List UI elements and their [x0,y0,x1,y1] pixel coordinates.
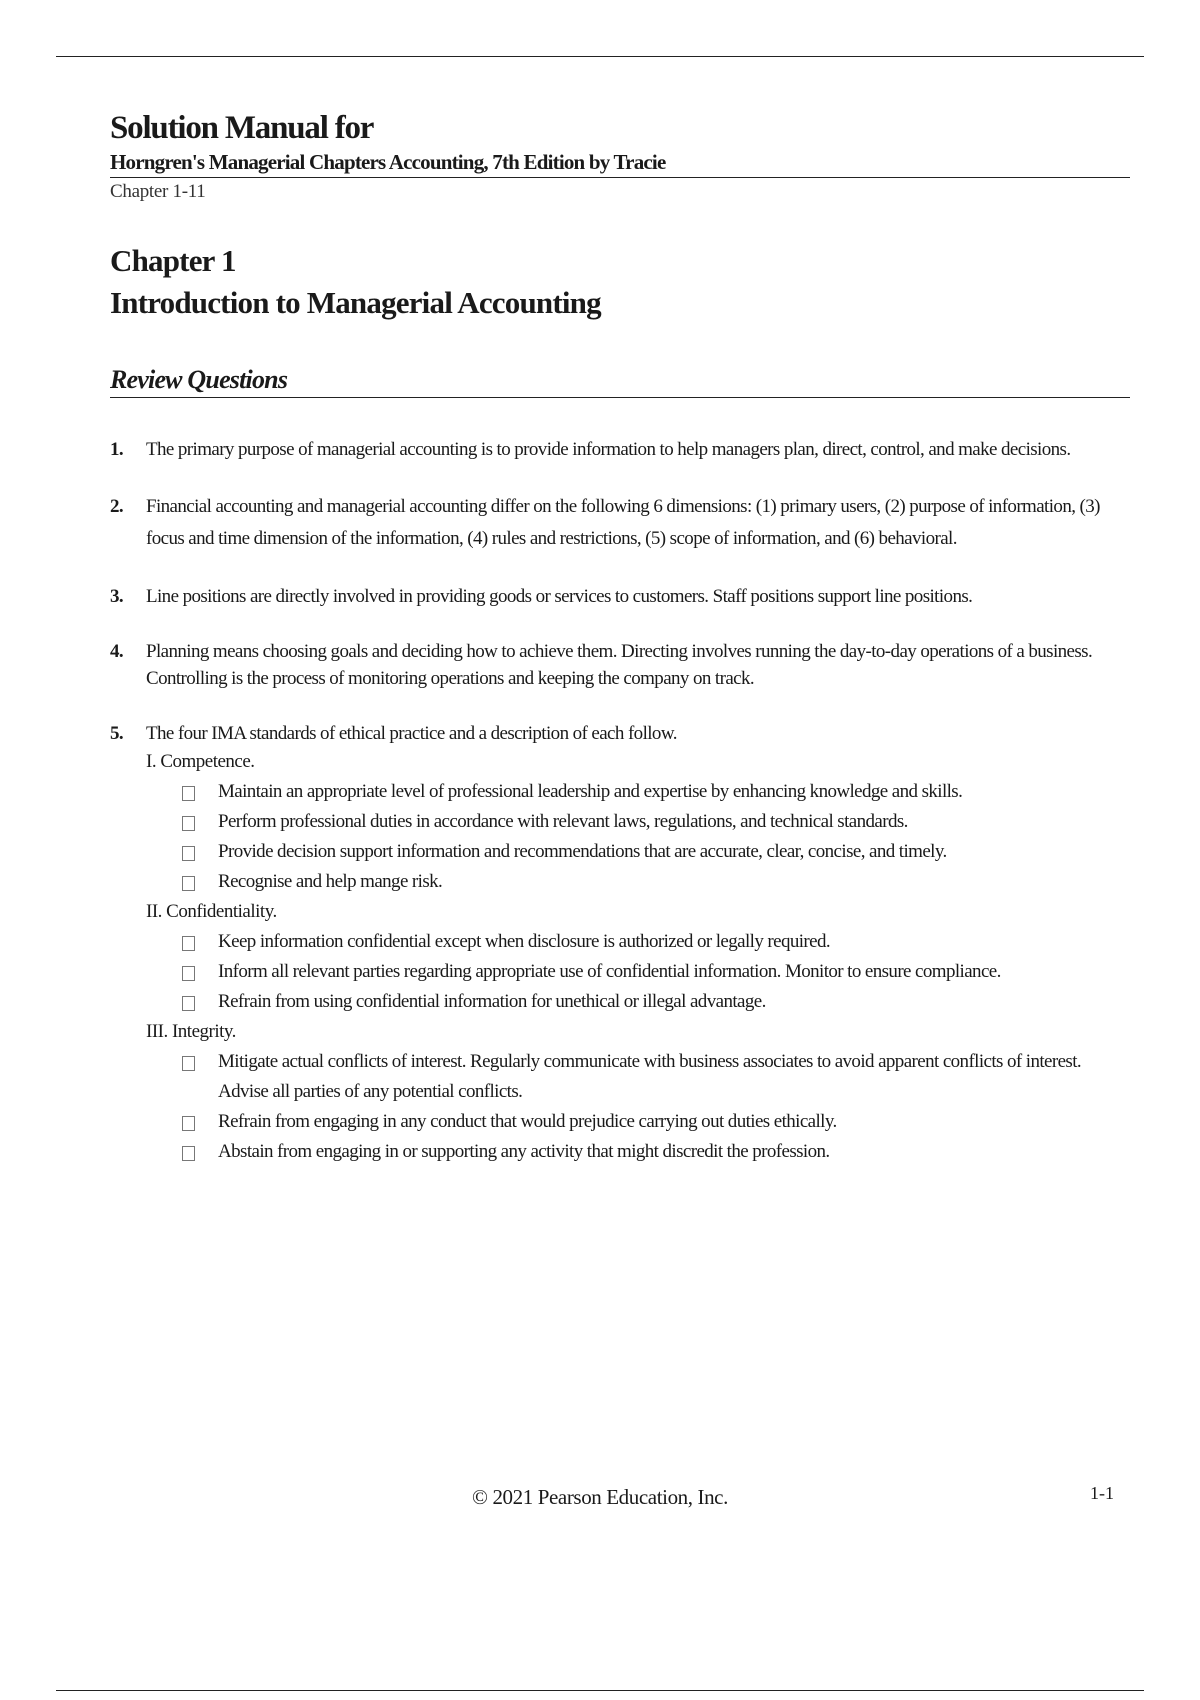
standard-item [182,837,1130,867]
standard-item-text: Recognise and help mange risk. [218,871,443,892]
checkbox-glyph-icon [182,1116,195,1131]
standard-item [182,807,1130,837]
top-rule [56,56,1144,57]
standard-item-text: Inform all relevant parties regarding appropriate use of confidential information. Monitor to ensure compliance. [218,961,1001,982]
standard-item-text: Abstain from engaging in or supporting any activity that might discredit the profession. [218,1141,830,1162]
standard-item-text: Maintain an appropriate level of professional leadership and expertise by enhancing knowledge and skills. [218,781,963,802]
standard-item-text: Keep information confidential except when disclosure is authorized or legally required. [218,931,831,952]
chapter-range: Chapter 1-11 [110,181,206,202]
manual-title: Solution Manual for [110,110,374,146]
chapter-number: Chapter 1 [110,243,236,278]
question-text: The four IMA standards of ethical practice and a description of each follow. [146,723,677,744]
standard-item-text: Refrain from using confidential information for unethical or illegal advantage. [218,991,766,1012]
standard-item-text: Mitigate actual conflicts of interest. Regularly communicate with business associates to avoid apparent conflicts of interest. Advise all parties of any potential conflicts. [218,1051,1082,1102]
checkbox-glyph-icon [182,1146,195,1161]
standard-items [110,1047,1130,1167]
checkbox-glyph-icon [182,816,195,831]
question-number: 5. [110,723,124,744]
checkbox-glyph-icon [182,786,195,801]
standard-item [182,957,1130,987]
review-questions [110,436,1130,1167]
question-text: Line positions are directly involved in providing goods or services to customers. Staff positions support line positions. [146,586,973,607]
question-item [110,720,1130,747]
question-text: The primary purpose of managerial accounting is to provide information to help managers plan, direct, control, and make decisions. [146,439,1071,460]
checkbox-glyph-icon [182,1056,195,1071]
question-item [110,491,1130,555]
question-item [110,436,1130,463]
standard-item-text: Refrain from engaging in any conduct that would prejudice carrying out duties ethically. [218,1111,837,1132]
ima-standards [110,747,1130,1167]
question-item [110,638,1130,692]
checkbox-glyph-icon [182,996,195,1011]
standard-item [182,777,1130,807]
standard-item [182,867,1130,897]
chapter-heading [110,240,1130,324]
bottom-rule [56,1690,1144,1691]
document-page [110,108,1130,1167]
standard-item [182,1137,1130,1167]
standard-item [182,1107,1130,1137]
standard-item [182,987,1130,1017]
checkbox-glyph-icon [182,846,195,861]
chapter-name: Introduction to Managerial Accounting [110,285,601,320]
standard-items [110,777,1130,897]
question-number: 3. [110,586,124,607]
standard-items [110,927,1130,1017]
copyright-footer: © 2021 Pearson Education, Inc. [472,1485,728,1509]
question-number: 4. [110,641,124,662]
page-number: 1-1 [1090,1483,1114,1503]
question-number: 1. [110,439,124,460]
standard-heading: III. Integrity. [146,1021,236,1042]
checkbox-glyph-icon [182,936,195,951]
standard-item-text: Provide decision support information and recommendations that are accurate, clear, concise, and timely. [218,841,947,862]
checkbox-glyph-icon [182,876,195,891]
standard-heading: I. Competence. [146,751,255,772]
standard-heading: II. Confidentiality. [146,901,277,922]
standard-item [182,927,1130,957]
book-subtitle: Horngren's Managerial Chapters Accounting, 7th Edition by Tracie [110,148,1130,178]
section-title: Review Questions [110,363,1130,398]
question-item [110,583,1130,610]
checkbox-glyph-icon [182,966,195,981]
question-number: 2. [110,496,124,517]
question-text: Financial accounting and managerial accounting differ on the following 6 dimensions: (1) primary users, (2) purpose of information, (3) focus and time dimension of the information, (4) rules and restrictions, (5) scope of information, and (6) behavioral. [146,496,1100,549]
standard-item [182,1047,1130,1107]
standard-item-text: Perform professional duties in accordance with relevant laws, regulations, and technical standards. [218,811,908,832]
question-text: Planning means choosing goals and deciding how to achieve them. Directing involves running the day-to-day operations of a business. Controlling is the process of monitoring operations and keeping the company on track. [146,641,1093,689]
